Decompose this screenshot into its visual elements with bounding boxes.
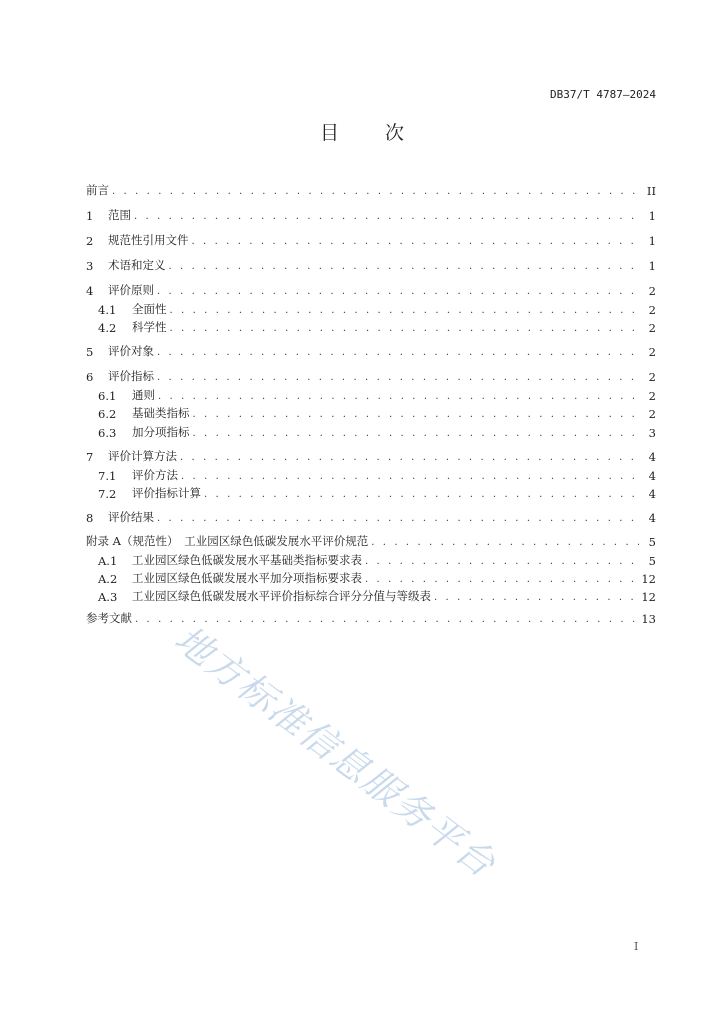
toc-entry-page: 1 [648,209,656,223]
toc-entry-page: 2 [648,303,656,317]
toc-entry-number: A.2 [98,572,118,586]
toc-entry-3[interactable] [86,257,656,273]
toc-entry-number: 4 [86,284,94,298]
toc-entry-appendix-a[interactable] [86,533,656,549]
toc-entry-label: 附录 A（规范性） 工业园区绿色低碳发展水平评价规范 [86,534,369,548]
toc-leader-dots [158,391,639,402]
toc-entry-8[interactable] [86,509,656,525]
toc-entry-label: 前言 [86,183,109,197]
toc-leader-dots [365,556,639,567]
toc-leader-dots [169,261,640,272]
toc-leader-dots [371,537,639,548]
toc-entry-6-1[interactable] [86,387,656,403]
toc-entry-a-1[interactable] [86,552,656,568]
toc-entry-number: 6.2 [98,407,117,421]
toc-entry-a-3[interactable] [86,588,656,604]
toc-entry-4-2[interactable] [86,319,656,335]
toc-entry-label: 工业园区绿色低碳发展水平基础类指标要求表 [132,553,362,567]
toc-leader-dots [193,409,640,420]
toc-entry-label: 评价结果 [108,510,154,524]
toc-entry-number: 3 [86,259,94,273]
toc-entry-page: 13 [641,612,656,626]
toc-leader-dots [157,372,639,383]
toc-entry-label: 评价计算方法 [108,449,177,463]
toc-entry-7-1[interactable] [86,467,656,483]
toc-entry-page: 2 [648,345,656,359]
toc-leader-dots [204,489,639,500]
toc-entry-label: 规范性引用文件 [108,233,189,247]
toc-entry-number: A.3 [98,590,118,604]
toc-entry-number: 6.3 [98,426,117,440]
toc-entry-page: 2 [648,370,656,384]
toc-entry-page: 4 [648,511,656,525]
toc-entry-6[interactable] [86,368,656,384]
toc-entry-4[interactable] [86,282,656,298]
toc-leader-dots [170,305,640,316]
toc-leader-dots [170,323,640,334]
toc-entry-page: 5 [648,535,656,549]
toc-entry-number: 7.1 [98,469,117,483]
toc-entry-page: 4 [648,469,656,483]
toc-entry-4-1[interactable] [86,301,656,317]
toc-entry-page: 4 [648,450,656,464]
toc-entry-number: 5 [86,345,94,359]
toc-entry-page: II [646,184,656,198]
toc-entry-page: 12 [641,590,656,604]
toc-entry-number: 8 [86,511,94,525]
toc-entry-label: 范围 [108,208,131,222]
toc-entry-page: 4 [648,487,656,501]
toc-entry-number: 2 [86,234,94,248]
toc-entry-label: 加分项指标 [132,425,190,439]
toc-entry-5[interactable] [86,343,656,359]
title-char-1: 目 [319,122,339,144]
toc-entry-1[interactable] [86,207,656,223]
toc-entry-number: A.1 [98,554,118,568]
toc-leader-dots [157,347,639,358]
toc-entry-number: 1 [86,209,94,223]
toc-entry-7-2[interactable] [86,485,656,501]
toc-entry-number: 4.1 [98,303,117,317]
toc-entry-label: 基础类指标 [132,406,190,420]
toc-leader-dots [180,452,639,463]
document-code: DB37/T 4787—2024 [550,88,656,101]
toc-entry-label: 工业园区绿色低碳发展水平评价指标综合评分分值与等级表 [132,589,431,603]
toc-entry-6-3[interactable] [86,424,656,440]
toc-entry-label: 通则 [132,388,155,402]
toc-leader-dots [434,592,638,603]
toc-entry-number: 6 [86,370,94,384]
toc-entry-number: 7 [86,450,94,464]
title-char-2: 次 [385,122,405,144]
toc-entry-number: 7.2 [98,487,117,501]
page-title [0,118,724,145]
page-number: I [634,940,639,953]
toc-entry-2[interactable] [86,232,656,248]
toc-entry-page: 2 [648,284,656,298]
toc-entry-6-2[interactable] [86,405,656,421]
toc-entry-label: 评价对象 [108,344,154,358]
toc-leader-dots [112,186,639,197]
toc-entry-label: 术语和定义 [108,258,166,272]
toc-entry-page: 2 [648,407,656,421]
toc-entry-label: 评价指标计算 [132,486,201,500]
toc-entry-page: 2 [648,321,656,335]
toc-entry-label: 全面性 [132,302,167,316]
toc-leader-dots [181,471,639,482]
toc-entry-label: 参考文献 [86,611,132,625]
toc-entry-page: 2 [648,389,656,403]
watermark-text: 地方标准信息服务平台 [166,617,505,887]
toc-entry-label: 评价方法 [132,468,178,482]
toc-entry-number: 4.2 [98,321,117,335]
toc-leader-dots [134,211,639,222]
toc-entry-label: 评价原则 [108,283,154,297]
toc-entry-a-2[interactable] [86,570,656,586]
toc-leader-dots [157,286,639,297]
toc-entry-page: 5 [648,554,656,568]
toc-entry-page: 1 [648,234,656,248]
toc-leader-dots [157,513,639,524]
toc-entry-page: 3 [648,426,656,440]
toc-leader-dots [193,428,640,439]
toc-entry-number: 6.1 [98,389,117,403]
toc-entry-foreword[interactable] [86,182,656,198]
toc-leader-dots [192,236,640,247]
toc-leader-dots [365,574,638,585]
toc-entry-label: 工业园区绿色低碳发展水平加分项指标要求表 [132,571,362,585]
toc-entry-7[interactable] [86,448,656,464]
toc-entry-label: 评价指标 [108,369,154,383]
toc-entry-references[interactable] [86,610,656,626]
toc-entry-label: 科学性 [132,320,167,334]
toc-entry-page: 12 [641,572,656,586]
toc-entry-page: 1 [648,259,656,273]
